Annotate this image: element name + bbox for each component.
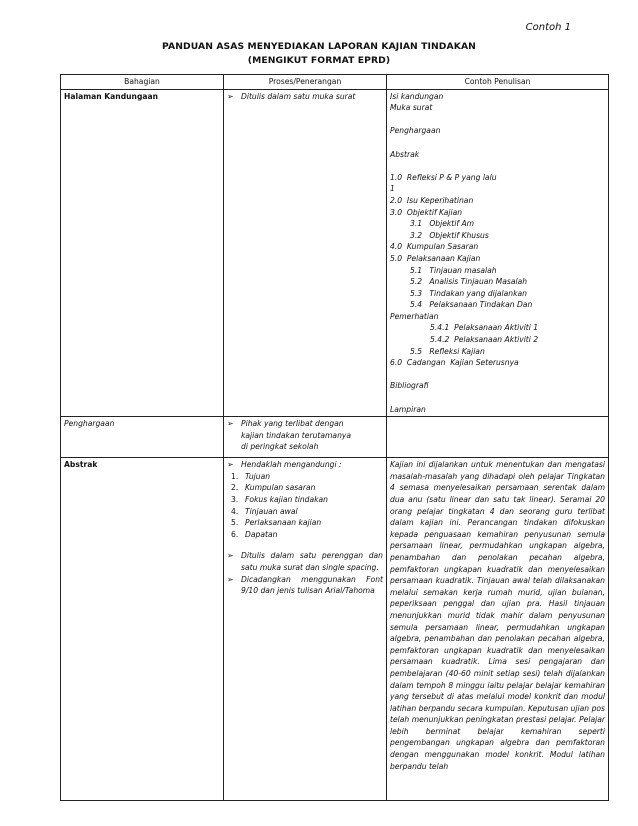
header-proses: Proses/Penerangan [224, 75, 387, 90]
title-line-1: PANDUAN ASAS MENYEDIAKAN LAPORAN KAJIAN TINDAKAN [162, 41, 476, 52]
arrow-bullet-icon: ➢ [227, 574, 234, 584]
list-item: 2. Kumpulan sasaran [231, 483, 316, 493]
arrow-bullet-icon: ➢ [227, 91, 234, 101]
process-text: Pihak yang terlibat dengan [241, 419, 344, 429]
toc-line: 5.3 Tindakan yang dijalankan [410, 288, 527, 298]
example-label: Contoh 1 [525, 22, 571, 33]
list-item: 3. Fokus kajian tindakan [231, 495, 328, 504]
toc-line: Abstrak [390, 149, 420, 159]
toc-example [387, 89, 609, 417]
toc-line: Muka surat [390, 103, 433, 113]
table-row-abstrak [61, 458, 609, 801]
toc-line: Isi kandungan [390, 91, 444, 101]
process-text: Ditulis dalam satu perenggan dan satu muka surat dan single spacing. [241, 551, 383, 572]
title-line-2: (MENGIKUT FORMAT EPRD) [247, 55, 391, 66]
toc-line: 3.2 Objektif Khusus [410, 230, 489, 240]
arrow-bullet-icon: ➢ [227, 419, 234, 429]
toc-line: 5.4.1 Pelaksanaan Aktiviti 1 [430, 323, 539, 333]
toc-line: 5.1 Tinjauan masalah [410, 265, 497, 275]
section-penghargaan: Penghargaan [61, 417, 224, 458]
document-title [0, 40, 638, 68]
toc-line: 5.2 Analisis Tinjauan Masalah [410, 277, 528, 287]
toc-line: Pemerhatian [390, 311, 439, 321]
arrow-bullet-icon: ➢ [227, 551, 234, 561]
toc-line: 1.0 Refleksi P & P yang lalu [390, 172, 497, 182]
toc-line: 1 [390, 184, 395, 194]
toc-line: Bibliografi [390, 381, 429, 391]
process-penghargaan [224, 417, 387, 458]
toc-line: Lampiran [390, 404, 426, 414]
header-row [61, 75, 609, 90]
header-contoh: Contoh Penulisan [387, 75, 609, 90]
toc-line: 2.0 Isu Keperihatinan [390, 195, 474, 205]
process-halaman [224, 89, 387, 417]
toc-line: 5.5 Refleksi Kajian [410, 346, 485, 356]
list-item: 4. Tinjauan awal [231, 506, 298, 516]
list-item: 5. Perlaksanaan kajian [231, 518, 322, 528]
abstract-example-text: Kajian ini dijalankan untuk menentukan dan mengatasi masalah-masalah yang dihadapi oleh pelajar Tingkatan 4 semasa menyelesaikan persamaan serentak dalam dua anu (satu linear dan satu tak linear). Seramai 20 orang pelajar tingkatan 4 dan seorang guru terlibat dalam kajian ini. Perancangan tindakan difokuskan kepada penguasaan kemahiran penyusunan semula persamaan linear, permudahkan ungkapan algebra, penambahan dan penolakan pecahan algebra, pemfaktoran ungkapan kuadratik dan menyelesaikan persamaan kuadratik. Tinjauan awal telah dilaksanakan melalui semakan kerja rumah murid, ujian bulanan, peperiksaan penggal dan ujian pra. Hasil tinjauan menunjukkan murid tidak mahir dalam penyusunan semula persamaan linear, permudahkan ungkapan algebra, penambahan dan penolakan pecahan algebra, pemfaktoran ungkapan kuadratik dan menyelesaikan persamaan kuadratik. Lima sesi pengajaran dan pembelajaran (40-60 minit setiap sesi) telah dijalankan dalam tempoh 8 minggu iaitu pelajar belajar kemahiran yang tersebut di atas melalui model konkrit dan modul latihan berpandu secara kumpulan. Keputusan ujian pos telah menunjukkan peningkatan prestasi pelajar. Pelajar lebih berminat belajar kemahiran seperti pengembangan ungkapan algebra dan pemfaktoran dengan menggunakan model konkrit. Modul latihan berpandu telah [387, 458, 609, 801]
process-text: di peringkat sekolah [241, 442, 319, 452]
toc-line: 5.0 Pelaksanaan Kajian [390, 253, 481, 263]
toc-line: 3.1 Objektif Am [410, 219, 475, 229]
table-row-halaman [61, 89, 609, 417]
toc-line: 5.4 Pelaksanaan Tindakan Dan [410, 300, 533, 310]
toc-line: 5.4.2 Pelaksanaan Aktiviti 2 [430, 335, 539, 345]
process-abstrak [224, 458, 387, 801]
toc-line: 6.0 Cadangan Kajian Seterusnya [390, 358, 519, 368]
toc-line: 4.0 Kumpulan Sasaran [390, 242, 479, 252]
guide-table [60, 74, 609, 801]
example-penghargaan [387, 417, 609, 458]
process-text: kajian tindakan terutamanya [241, 430, 352, 440]
abstract-contents-list [227, 471, 383, 541]
process-text: Dicadangkan menggunakan Font 9/10 dan jenis tulisan Arial/Tahoma [241, 574, 383, 596]
section-abstrak: Abstrak [61, 458, 224, 801]
process-text: Ditulis dalam satu muka surat [241, 91, 356, 101]
list-item: 6. Dapatan [231, 529, 278, 539]
toc-line: Penghargaan [390, 126, 441, 136]
table-row-penghargaan [61, 417, 609, 458]
list-item: 1. Tujuan [231, 471, 271, 481]
header-bahagian: Bahagian [61, 75, 224, 90]
process-text: Hendaklah mengandungi : [241, 460, 342, 470]
toc-line: 3.0 Objektif Kajian [390, 207, 463, 217]
arrow-bullet-icon: ➢ [227, 460, 234, 470]
section-halaman: Halaman Kandungaan [61, 89, 224, 417]
